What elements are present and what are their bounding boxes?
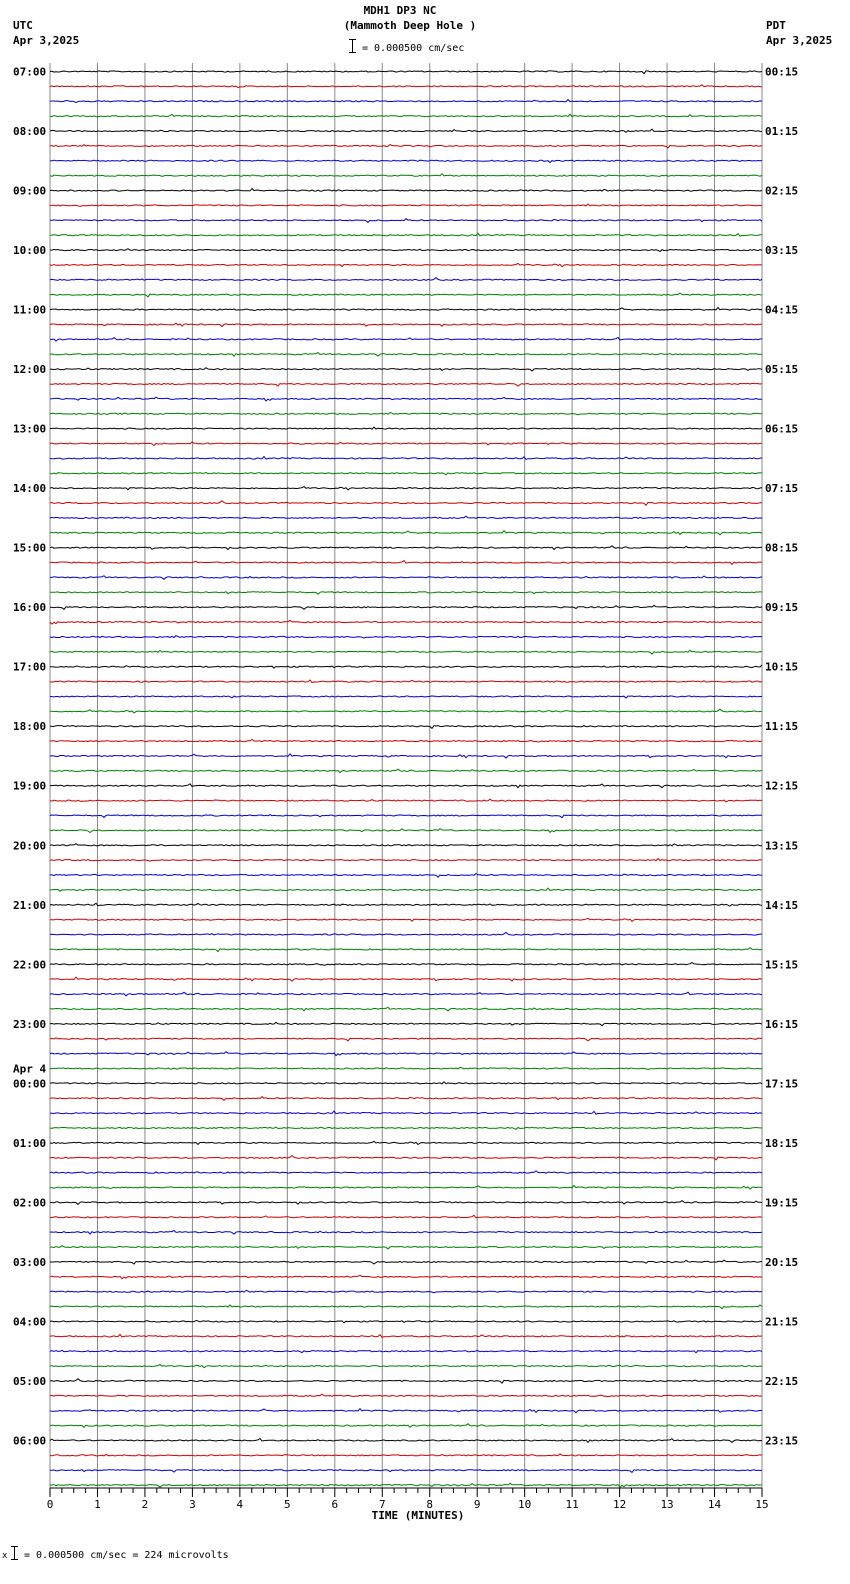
trace-group <box>50 71 762 1487</box>
trace-51 <box>50 829 762 833</box>
trace-13 <box>50 263 762 266</box>
trace-18 <box>50 337 762 341</box>
trace-89 <box>50 1394 762 1397</box>
pdt-hour-label: 04:15 <box>765 303 799 317</box>
pdt-hour-label: 06:15 <box>765 422 799 436</box>
trace-10 <box>50 219 762 223</box>
trace-48 <box>50 784 762 788</box>
trace-5 <box>50 145 762 148</box>
trace-19 <box>50 353 762 357</box>
x-tick-label: 12 <box>612 1498 627 1511</box>
station-title: MDH1 DP3 NC <box>363 4 437 17</box>
x-tick-label: 15 <box>755 1498 769 1511</box>
trace-2 <box>50 100 762 103</box>
utc-hour-label: 09:00 <box>13 184 47 198</box>
trace-70 <box>50 1111 762 1114</box>
time-axis <box>47 1488 769 1511</box>
trace-95 <box>50 1483 762 1487</box>
right-timezone: PDT <box>766 19 786 32</box>
trace-64 <box>50 1022 762 1025</box>
x-tick-label: 14 <box>707 1498 722 1511</box>
trace-38 <box>50 636 762 638</box>
trace-1 <box>50 85 762 88</box>
x-tick-label: 0 <box>46 1498 54 1511</box>
trace-58 <box>50 932 762 935</box>
trace-49 <box>50 799 762 802</box>
pdt-hour-label: 16:15 <box>765 1017 799 1031</box>
trace-22 <box>50 397 762 401</box>
pdt-hour-label: 01:15 <box>765 125 799 139</box>
trace-61 <box>50 977 762 981</box>
trace-81 <box>50 1275 762 1279</box>
x-tick-label: 9 <box>473 1498 481 1511</box>
utc-hour-label: 02:00 <box>13 1196 47 1210</box>
trace-87 <box>50 1365 762 1368</box>
pdt-hour-label: 08:15 <box>765 541 799 555</box>
trace-6 <box>50 160 762 162</box>
trace-75 <box>50 1185 762 1189</box>
trace-90 <box>50 1409 762 1413</box>
x-tick-label: 8 <box>426 1498 434 1511</box>
trace-42 <box>50 696 762 698</box>
trace-57 <box>50 918 762 921</box>
pdt-hour-label: 23:15 <box>765 1434 799 1448</box>
utc-hour-label: 08:00 <box>13 125 47 139</box>
pdt-hour-label: 12:15 <box>765 779 799 793</box>
utc-hour-label: 23:00 <box>13 1017 47 1031</box>
trace-80 <box>50 1260 762 1264</box>
utc-hour-label: 15:00 <box>13 541 47 555</box>
trace-16 <box>50 308 762 311</box>
date-change-label: Apr 4 <box>13 1062 47 1076</box>
trace-91 <box>50 1424 762 1428</box>
x-tick-label: 4 <box>236 1498 244 1511</box>
trace-27 <box>50 472 762 474</box>
trace-29 <box>50 501 762 505</box>
x-tick-label: 2 <box>141 1498 149 1511</box>
utc-hour-label: 06:00 <box>13 1434 47 1448</box>
trace-66 <box>50 1052 762 1056</box>
trace-85 <box>50 1334 762 1337</box>
trace-76 <box>50 1201 762 1205</box>
pdt-hour-label: 07:15 <box>765 482 799 496</box>
trace-25 <box>50 442 762 446</box>
x-tick-label: 11 <box>565 1498 579 1511</box>
utc-hour-label: 17:00 <box>13 660 47 674</box>
pdt-hour-label: 20:15 <box>765 1255 799 1269</box>
trace-71 <box>50 1127 762 1129</box>
trace-26 <box>50 457 762 460</box>
x-tick-label: 13 <box>660 1498 674 1511</box>
utc-hour-label: 03:00 <box>13 1255 47 1269</box>
trace-20 <box>50 368 762 371</box>
left-timezone: UTC <box>13 19 33 32</box>
trace-7 <box>50 174 762 177</box>
utc-hour-label: 04:00 <box>13 1315 47 1329</box>
pdt-hour-label: 18:15 <box>765 1136 799 1150</box>
x-tick-label: 6 <box>331 1498 339 1511</box>
footer-marker: x <box>2 1551 8 1561</box>
trace-67 <box>50 1067 762 1069</box>
trace-63 <box>50 1007 762 1011</box>
x-tick-label: 1 <box>94 1498 101 1511</box>
utc-hour-label: 16:00 <box>13 601 47 615</box>
trace-47 <box>50 769 762 773</box>
trace-84 <box>50 1321 762 1323</box>
trace-60 <box>50 963 762 966</box>
utc-hour-label: 12:00 <box>13 363 47 377</box>
trace-0 <box>50 71 762 74</box>
utc-hour-label: 22:00 <box>13 958 47 972</box>
trace-31 <box>50 531 762 535</box>
x-tick-label: 7 <box>378 1498 386 1511</box>
trace-53 <box>50 859 762 862</box>
x-tick-label: 5 <box>284 1498 291 1511</box>
utc-hour-label: 21:00 <box>13 898 47 912</box>
trace-21 <box>50 383 762 386</box>
footer-scale-label: = 0.000500 cm/sec = 224 microvolts <box>24 1550 229 1561</box>
trace-17 <box>50 323 762 326</box>
scale-label: = 0.000500 cm/sec <box>362 43 465 54</box>
trace-86 <box>50 1350 762 1352</box>
pdt-hour-label: 19:15 <box>765 1196 799 1210</box>
x-tick-label: 3 <box>189 1498 196 1511</box>
trace-73 <box>50 1156 762 1160</box>
pdt-hour-label: 14:15 <box>765 898 799 912</box>
trace-72 <box>50 1141 762 1144</box>
trace-12 <box>50 249 762 252</box>
trace-14 <box>50 278 762 281</box>
left-date: Apr 3,2025 <box>13 34 80 47</box>
trace-9 <box>50 204 762 207</box>
utc-hour-label: 07:00 <box>13 65 47 79</box>
trace-23 <box>50 413 762 415</box>
pdt-hour-label: 15:15 <box>765 958 799 972</box>
utc-hour-label: 13:00 <box>13 422 47 436</box>
trace-94 <box>50 1469 762 1472</box>
utc-hour-label: 00:00 <box>13 1077 47 1091</box>
trace-62 <box>50 992 762 996</box>
pdt-hour-label: 03:15 <box>765 244 799 258</box>
trace-15 <box>50 293 762 297</box>
pdt-hour-label: 10:15 <box>765 660 799 674</box>
trace-59 <box>50 948 762 952</box>
trace-65 <box>50 1038 762 1041</box>
trace-32 <box>50 546 762 550</box>
trace-34 <box>50 576 762 580</box>
trace-46 <box>50 754 762 758</box>
footer-scale-bar-icon <box>14 1546 15 1560</box>
utc-hour-label: 14:00 <box>13 482 47 496</box>
trace-4 <box>50 129 762 132</box>
pdt-hour-label: 11:15 <box>765 720 799 734</box>
trace-45 <box>50 739 762 742</box>
trace-44 <box>50 726 762 729</box>
trace-36 <box>50 605 762 609</box>
trace-55 <box>50 888 762 891</box>
trace-82 <box>50 1290 762 1292</box>
trace-78 <box>50 1230 762 1234</box>
utc-hour-label: 19:00 <box>13 779 47 793</box>
trace-8 <box>50 189 762 192</box>
trace-88 <box>50 1379 762 1383</box>
trace-24 <box>50 427 762 429</box>
trace-79 <box>50 1246 762 1249</box>
pdt-hour-label: 22:15 <box>765 1374 799 1388</box>
pdt-hour-label: 17:15 <box>765 1077 799 1091</box>
trace-41 <box>50 680 762 683</box>
trace-35 <box>50 591 762 594</box>
utc-hour-label: 01:00 <box>13 1136 47 1150</box>
pdt-hour-label: 02:15 <box>765 184 799 198</box>
trace-77 <box>50 1215 762 1218</box>
right-date: Apr 3,2025 <box>766 34 833 47</box>
trace-52 <box>50 844 762 846</box>
trace-50 <box>50 815 762 818</box>
pdt-hour-label: 09:15 <box>765 601 799 615</box>
utc-hour-label: 10:00 <box>13 244 47 258</box>
trace-93 <box>50 1454 762 1456</box>
site-name: (Mammoth Deep Hole ) <box>343 19 477 32</box>
pdt-hour-label: 05:15 <box>765 363 799 377</box>
trace-3 <box>50 114 762 117</box>
x-axis-label: TIME (MINUTES) <box>371 1509 465 1522</box>
trace-69 <box>50 1097 762 1101</box>
utc-hour-label: 05:00 <box>13 1374 47 1388</box>
trace-39 <box>50 650 762 654</box>
pdt-hour-label: 21:15 <box>765 1315 799 1329</box>
trace-54 <box>50 874 762 878</box>
trace-43 <box>50 709 762 713</box>
trace-30 <box>50 516 762 519</box>
trace-56 <box>50 903 762 906</box>
grid-lines <box>50 63 762 1488</box>
trace-68 <box>50 1082 762 1084</box>
utc-hour-label: 20:00 <box>13 839 47 853</box>
pdt-hour-label: 00:15 <box>765 65 799 79</box>
trace-92 <box>50 1439 762 1443</box>
x-tick-label: 10 <box>518 1498 532 1511</box>
trace-40 <box>50 665 762 668</box>
trace-33 <box>50 561 762 565</box>
trace-83 <box>50 1305 762 1309</box>
utc-hour-label: 11:00 <box>13 303 47 317</box>
pdt-hour-label: 13:15 <box>765 839 799 853</box>
trace-37 <box>50 621 762 625</box>
utc-hour-label: 18:00 <box>13 720 47 734</box>
trace-74 <box>50 1171 762 1173</box>
trace-11 <box>50 233 762 236</box>
trace-28 <box>50 487 762 490</box>
